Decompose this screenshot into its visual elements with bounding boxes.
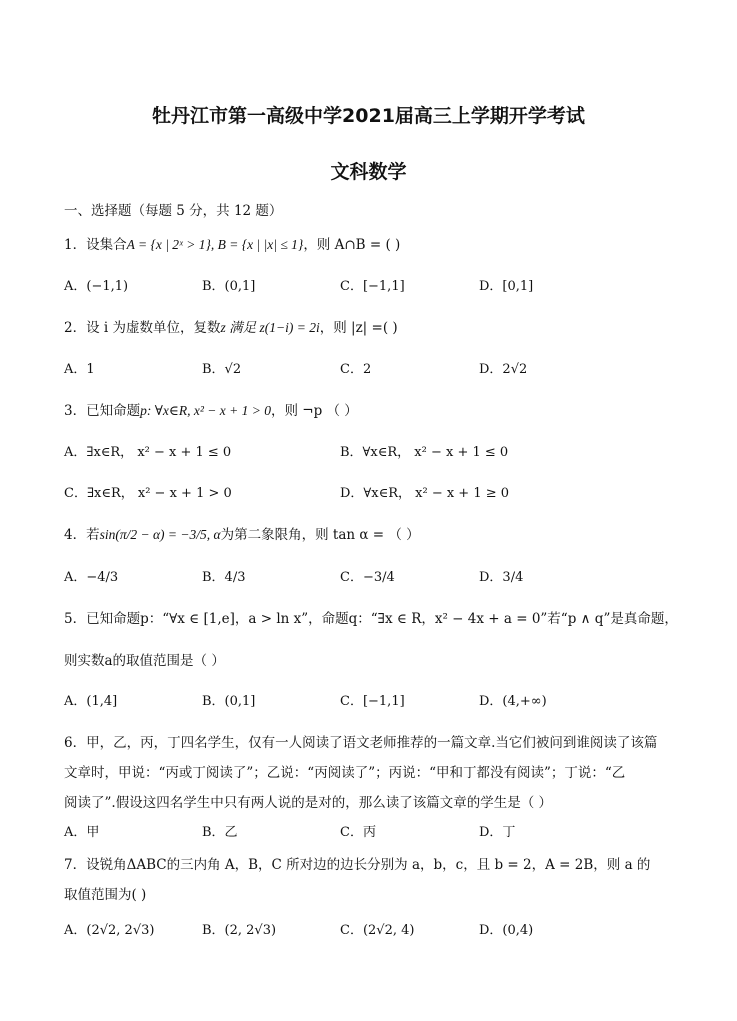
question-6-option-d: D．丁: [479, 825, 516, 840]
question-7-option-d: D．(0,4): [479, 923, 534, 938]
question-4-option-a: A．−4/3: [64, 570, 119, 585]
question-3-math: p: ∀x∈R, x² − x + 1 > 0: [140, 403, 271, 418]
question-5-line-1: 5．已知命题p：“∀x ∈ [1,e]，a > ln x”，命题q：“∃x ∈ R，x² − 4x + a = 0”若“p ∧ q”是真命题，: [64, 611, 678, 627]
section-heading: 一、选择题（每题 5 分，共 12 题）: [64, 203, 283, 219]
question-3-stem: [64, 401, 358, 421]
question-6-line-2: 文章时，甲说：“丙或丁阅读了”；乙说：“丙阅读了”；丙说：“甲和丁都没有阅读”；丁说：“乙: [64, 765, 626, 781]
question-1-prefix: 1．设集合: [64, 237, 127, 253]
question-6-line-3: 阅读了”.假设这四名学生中只有两人说的是对的，那么读了该篇文章的学生是（ ）: [64, 795, 552, 811]
question-5-option-a: A．(1,4]: [64, 694, 118, 709]
question-1-option-c: C．[−1,1]: [340, 279, 405, 294]
question-2-option-c: C．2: [340, 362, 372, 377]
question-1-option-d: D．[0,1]: [479, 279, 534, 294]
page-title: 牡丹江市第一高级中学2021届高三上学期开学考试: [152, 105, 585, 127]
question-1-stem: [64, 235, 400, 255]
question-5-option-b: B．(0,1]: [202, 694, 256, 709]
question-6-option-b: B．乙: [202, 825, 238, 840]
question-6-line-1: 6．甲，乙，丙，丁四名学生，仅有一人阅读了语文老师推荐的一篇文章.当它们被问到谁阅读了该篇: [64, 735, 658, 751]
question-2-math: z 满足 z(1−i) = 2i: [220, 320, 320, 335]
page-subtitle: 文科数学: [330, 161, 407, 183]
question-4-suffix: 为第二象限角，则 tan α = （ ）: [220, 527, 420, 543]
question-7-option-c: C．(2√2, 4): [340, 923, 415, 938]
question-7-line-1: 7．设锐角ΔABC的三内角 A，B，C 所对边的边长分别为 a，b，c，且 b = 2，A = 2B，则 a 的: [64, 857, 651, 873]
question-3-option-b: B．∀x∈R， x² − x + 1 ≤ 0: [340, 445, 509, 460]
question-5-option-c: C．[−1,1]: [340, 694, 405, 709]
question-4-option-b: B．4/3: [202, 570, 246, 585]
question-4-prefix: 4．若: [64, 527, 100, 543]
question-5-option-d: D．(4,+∞): [479, 694, 547, 709]
question-2-suffix: ，则 |z| =( ): [319, 320, 398, 336]
question-1-math: A = {x | 2ˣ > 1}, B = {x | |x| ≤ 1}: [126, 237, 304, 252]
question-2-stem: [64, 318, 398, 338]
question-1-option-a: A．(−1,1): [64, 279, 129, 294]
question-1-option-b: B．(0,1]: [202, 279, 256, 294]
question-4-stem: [64, 525, 420, 545]
question-6-option-a: A．甲: [64, 825, 100, 840]
question-3-option-d: D．∀x∈R， x² − x + 1 ≥ 0: [340, 486, 510, 501]
question-3-option-c: C．∃x∈R， x² − x + 1 > 0: [64, 486, 232, 501]
question-2-option-a: A．1: [64, 362, 95, 377]
question-3-option-a: A．∃x∈R， x² − x + 1 ≤ 0: [64, 445, 232, 460]
question-2-option-d: D．2√2: [479, 362, 528, 377]
question-7-line-2: 取值范围为( ): [64, 887, 147, 903]
question-7-option-a: A．(2√2, 2√3): [64, 923, 155, 938]
question-4-option-c: C．−3/4: [340, 570, 395, 585]
question-2-prefix: 2．设 i 为虚数单位，复数: [64, 320, 221, 336]
question-4-math: sin(π/2 − α) = −3/5, α: [99, 527, 221, 542]
question-2-option-b: B．√2: [202, 362, 242, 377]
question-5-line-2: 则实数a的取值范围是（ ）: [64, 653, 225, 669]
question-7-option-b: B．(2, 2√3): [202, 923, 277, 938]
question-3-suffix: ，则 ¬p （ ）: [270, 403, 358, 419]
question-1-suffix: ，则 A∩B = ( ): [303, 237, 401, 253]
question-6-option-c: C．丙: [340, 825, 376, 840]
question-3-prefix: 3．已知命题: [64, 403, 141, 419]
question-4-option-d: D．3/4: [479, 570, 524, 585]
